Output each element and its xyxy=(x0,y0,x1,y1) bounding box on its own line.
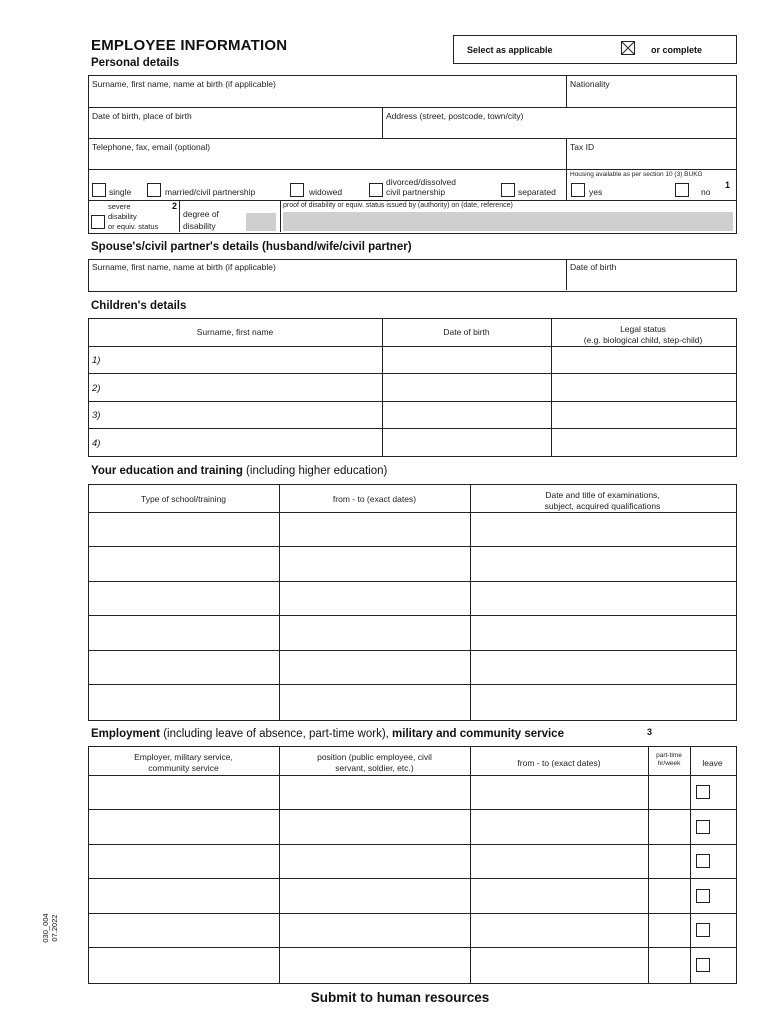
spouse-dob-label: Date of birth xyxy=(570,262,617,272)
taxid-label: Tax ID xyxy=(570,142,595,152)
complete-label: or complete xyxy=(651,45,703,55)
married-label: married/civil partnership xyxy=(165,187,256,197)
personal-heading: Personal details xyxy=(91,57,180,69)
emp-col-parttime-2: hr/week xyxy=(657,760,681,767)
footnote-1: 1 xyxy=(725,180,731,190)
child-row-4: 4) xyxy=(92,438,101,449)
leave-checkbox-5[interactable] xyxy=(696,923,710,937)
dob-label: Date of birth, place of birth xyxy=(92,111,192,121)
severe-label-3: or equiv. status xyxy=(108,222,159,231)
edu-col-exam-1: Date and title of examinations, xyxy=(545,490,660,500)
degree-label-1: degree of xyxy=(183,209,219,219)
footnote-2: 2 xyxy=(172,201,178,211)
housing-no-checkbox[interactable] xyxy=(675,183,689,197)
widowed-checkbox[interactable] xyxy=(290,183,304,197)
degree-label-2: disability xyxy=(183,221,216,231)
leave-checkbox-1[interactable] xyxy=(696,785,710,799)
leave-checkbox-4[interactable] xyxy=(696,889,710,903)
emp-col-leave: leave xyxy=(702,758,723,768)
form-code-1: 030_004 xyxy=(41,913,50,943)
spouse-heading: Spouse's/civil partner's details (husband/wife/civil partner) xyxy=(91,241,412,253)
divorced-checkbox[interactable] xyxy=(369,183,383,197)
education-heading: Your education and training (including higher education) xyxy=(91,465,388,477)
emp-col-parttime-1: part-time xyxy=(656,752,682,759)
children-col-status-1: Legal status xyxy=(620,324,666,334)
employment-heading: Employment (including leave of absence, part-time work), military and community service xyxy=(91,728,564,740)
emp-col-position-2: servant, soldier, etc.) xyxy=(335,763,414,773)
married-checkbox[interactable] xyxy=(147,183,161,197)
proof-input[interactable] xyxy=(283,212,733,231)
nationality-label: Nationality xyxy=(570,79,610,89)
leave-checkbox-3[interactable] xyxy=(696,854,710,868)
children-heading: Children's details xyxy=(91,300,187,312)
edu-col-exam-2: subject, acquired qualifications xyxy=(544,501,661,511)
phone-label: Telephone, fax, email (optional) xyxy=(92,142,211,152)
leave-checkbox-2[interactable] xyxy=(696,820,710,834)
form-code xyxy=(30,905,70,945)
housing-no-label: no xyxy=(701,187,711,197)
child-row-2: 2) xyxy=(92,383,101,394)
widowed-label: widowed xyxy=(309,187,343,197)
divorced-label-1: divorced/dissolved xyxy=(386,177,456,187)
footnote-3: 3 xyxy=(647,727,653,737)
housing-label: Housing available as per section 10 (3) BUKG xyxy=(570,171,703,178)
child-row-1: 1) xyxy=(92,355,101,366)
emp-col-dates: from - to (exact dates) xyxy=(517,758,601,768)
edu-col-type: Type of school/training xyxy=(140,494,227,504)
emp-col-employer-2: community service xyxy=(148,763,219,773)
children-col-dob: Date of birth xyxy=(443,327,490,337)
housing-yes-label: yes xyxy=(589,187,603,197)
children-col-name: Surname, first name xyxy=(196,327,274,337)
emp-col-employer-1: Employer, military service, xyxy=(134,752,233,762)
form-code-2: 07.2022 xyxy=(50,914,59,942)
select-label: Select as applicable xyxy=(467,45,553,55)
housing-yes-checkbox[interactable] xyxy=(571,183,585,197)
checked-box-icon xyxy=(621,41,635,55)
severe-disability-checkbox[interactable] xyxy=(91,215,105,229)
proof-label: proof of disability or equiv. status issued by (authority) on (date, reference) xyxy=(283,202,513,209)
children-col-status-2: (e.g. biological child, step-child) xyxy=(583,335,703,345)
single-checkbox[interactable] xyxy=(92,183,106,197)
edu-col-dates: from - to (exact dates) xyxy=(332,494,417,504)
severe-label-1: severe xyxy=(108,202,131,211)
spouse-name-label: Surname, first name, name at birth (if applicable) xyxy=(92,262,276,272)
education-table xyxy=(88,484,737,721)
submit-label: Submit to human resources xyxy=(310,990,490,1005)
separated-label: separated xyxy=(518,187,556,197)
address-label: Address (street, postcode, town/city) xyxy=(386,111,524,121)
separated-checkbox[interactable] xyxy=(501,183,515,197)
name-label: Surname, first name, name at birth (if applicable) xyxy=(92,79,276,89)
employment-table xyxy=(88,746,737,984)
child-row-3: 3) xyxy=(92,410,101,421)
degree-input[interactable] xyxy=(246,213,276,231)
single-label: single xyxy=(109,187,132,197)
divorced-label-2: civil partnership xyxy=(386,187,446,197)
leave-checkbox-6[interactable] xyxy=(696,958,710,972)
emp-col-position-1: position (public employee, civil xyxy=(317,752,432,762)
page-title: EMPLOYEE INFORMATION xyxy=(91,37,288,54)
severe-label-2: disability xyxy=(108,212,137,221)
